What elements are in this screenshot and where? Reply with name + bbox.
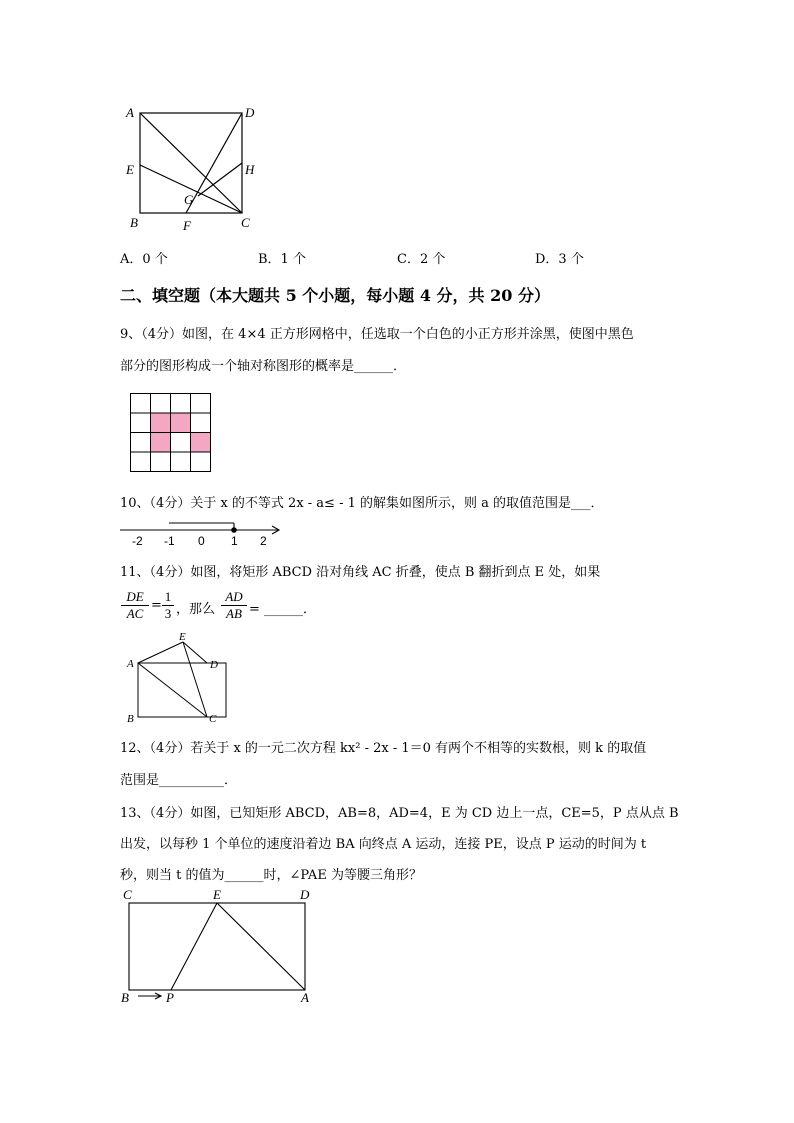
choice-b: B．1 个 — [258, 252, 306, 267]
diagonal-ac — [138, 663, 207, 717]
rectangle-cdab — [129, 903, 305, 990]
segment-ea — [217, 903, 305, 990]
label-c: C — [241, 215, 250, 230]
fraction-numerator: AD — [225, 589, 243, 604]
fraction-numerator: 1 — [164, 589, 172, 604]
label-h: H — [245, 162, 255, 177]
q9-line2: 部分的图形构成一个轴对称图形的概率是______． — [120, 359, 407, 374]
label-e: E — [213, 887, 221, 902]
label-d: D — [300, 887, 310, 902]
q13-line1: 13、（4分）如图，已知矩形 ABCD，AB=8，AD=4，E 为 CD 边上一点，CE=5，P 点从点 B — [120, 806, 679, 821]
choice-d: D．3 个 — [535, 252, 584, 267]
q11-answer-blank: = ______． — [249, 602, 317, 617]
label-c: C — [123, 887, 132, 902]
label-f: F — [183, 218, 191, 233]
shaded-cell — [150, 433, 170, 453]
tick-label: 1 — [231, 534, 238, 548]
tick-label: -1 — [164, 534, 175, 548]
fraction-denominator: AB — [221, 605, 247, 622]
rectangle-figure-q13 — [118, 885, 318, 1010]
fraction-denominator: 3 — [162, 605, 174, 622]
q13-line2: 出发，以每秒 1 个单位的速度沿着边 BA 向终点 A 运动，连接 PE，设点 P 运动的时间为 t — [120, 837, 647, 852]
q10-text: 10、（4分）关于 x 的不等式 2x - a≤ - 1 的解集如图所示，则 a 的取值范围是___． — [120, 496, 604, 511]
grid-figure-q9 — [130, 393, 214, 473]
label-d: D — [245, 105, 255, 120]
label-d: D — [210, 659, 218, 671]
equals-sign: = — [151, 598, 162, 613]
fraction-de-ac — [121, 589, 149, 622]
label-b: B — [130, 215, 138, 230]
label-a: A — [301, 990, 309, 1005]
label-e: E — [126, 162, 134, 177]
tick-label: -2 — [132, 534, 143, 548]
label-b: B — [121, 990, 129, 1005]
label-a: A — [126, 105, 134, 120]
fraction-numerator: DE — [126, 589, 144, 604]
q9-line1: 9、（4分）如图，在 4×4 正方形网格中，任选取一个白色的小正方形并涂黑，使图中黑色 — [120, 327, 634, 342]
choice-c: C．2 个 — [397, 252, 446, 267]
label-c: C — [209, 713, 217, 725]
fraction-ad-ab — [221, 589, 247, 622]
label-e: E — [179, 631, 186, 643]
segment-ec — [183, 642, 207, 717]
q12-line2: 范围是__________． — [120, 773, 238, 788]
fraction-denominator: AC — [121, 605, 149, 622]
closed-dot — [231, 527, 237, 533]
q11-line1: 11、（4分）如图，将矩形 ABCD 沿对角线 AC 折叠，使点 B 翻折到点 E 处，如果 — [120, 565, 601, 580]
rectangle-abcd — [138, 663, 226, 717]
q13-line3: 秒，则当 t 的值为______时，∠PAE 为等腰三角形？ — [120, 868, 422, 883]
segment-df — [186, 113, 242, 213]
q11-then: ，那么 — [176, 602, 216, 617]
tick-label: 0 — [198, 534, 205, 548]
shaded-cell — [150, 413, 170, 433]
fold-figure-q11 — [118, 630, 228, 730]
segment-ae — [138, 642, 183, 663]
label-b: B — [127, 713, 134, 725]
section-title: 二、填空题（本大题共 5 个小题，每小题 4 分，共 20 分） — [120, 286, 550, 305]
fraction-one-third — [162, 589, 174, 622]
q12-line1: 12、（4分）若关于 x 的一元二次方程 kx² - 2x - 1＝0 有两个不相等的实数根，则 k 的取值 — [120, 741, 647, 756]
shaded-cell — [190, 433, 210, 453]
square-figure-q8 — [118, 100, 268, 240]
choice-a: A．0 个 — [120, 252, 168, 267]
label-a: A — [127, 658, 134, 670]
label-p: P — [166, 990, 174, 1005]
label-g: G — [184, 192, 194, 207]
number-line-q10 — [118, 516, 288, 550]
segment-pe — [171, 903, 217, 990]
tick-label: 2 — [260, 534, 267, 548]
shaded-cell — [170, 413, 190, 433]
